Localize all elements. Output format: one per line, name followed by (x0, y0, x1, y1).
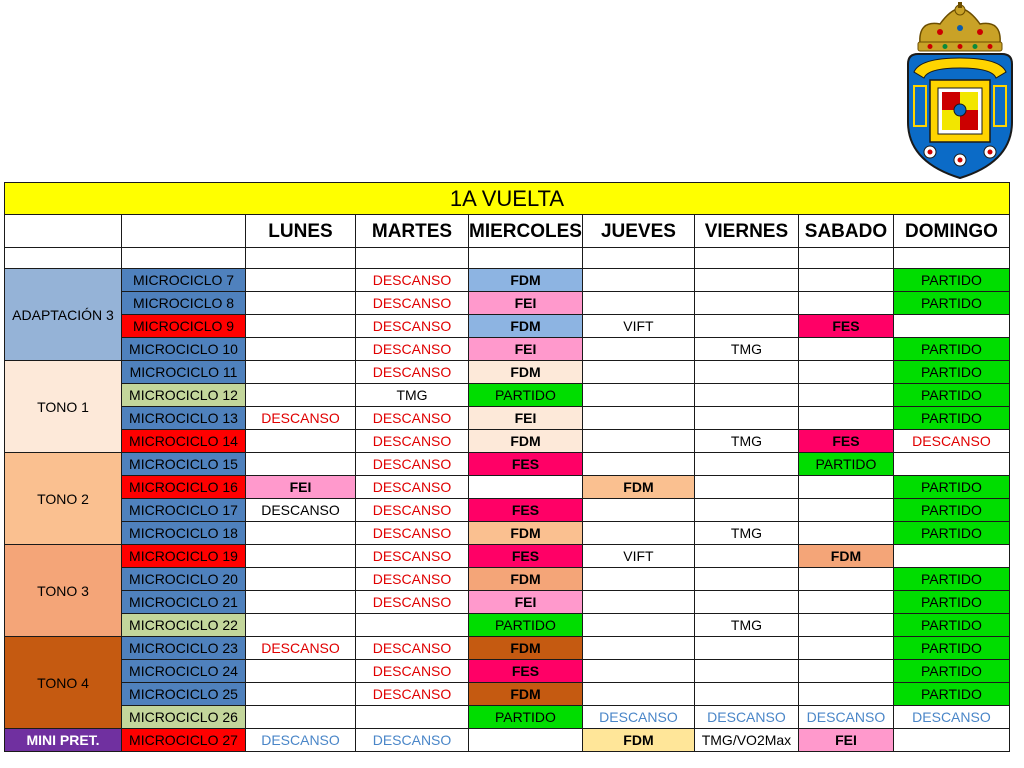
session-cell-lunes (246, 315, 356, 338)
session-cell-miercoles: FEI (469, 591, 583, 614)
microcycle-label: MICROCICLO 16 (122, 476, 246, 499)
microcycle-label: MICROCICLO 21 (122, 591, 246, 614)
session-cell-martes: DESCANSO (356, 729, 469, 752)
session-cell-viernes (694, 499, 798, 522)
table-row (5, 269, 1010, 292)
table-row (5, 453, 1010, 476)
session-cell-jueves (582, 407, 694, 430)
table-row (5, 292, 1010, 315)
table-row (5, 407, 1010, 430)
table-row (5, 637, 1010, 660)
session-cell-miercoles: PARTIDO (469, 706, 583, 729)
session-cell-domingo: PARTIDO (893, 292, 1009, 315)
session-cell-martes: DESCANSO (356, 637, 469, 660)
session-cell-sabado (798, 407, 893, 430)
header-day-viernes: VIERNES (694, 215, 798, 248)
spacer-cell (582, 248, 694, 269)
microcycle-label: MICROCICLO 23 (122, 637, 246, 660)
session-cell-martes (356, 706, 469, 729)
session-cell-jueves (582, 591, 694, 614)
spacer-cell (122, 248, 246, 269)
session-cell-jueves (582, 568, 694, 591)
session-cell-lunes (246, 453, 356, 476)
microcycle-label: MICROCICLO 22 (122, 614, 246, 637)
session-cell-domingo: PARTIDO (893, 361, 1009, 384)
microcycle-label: MICROCICLO 7 (122, 269, 246, 292)
session-cell-miercoles: PARTIDO (469, 384, 583, 407)
session-cell-viernes (694, 407, 798, 430)
table-row (5, 706, 1010, 729)
session-cell-sabado: FES (798, 315, 893, 338)
shield-icon (908, 54, 1012, 178)
session-cell-viernes (694, 476, 798, 499)
session-cell-lunes (246, 361, 356, 384)
microcycle-label: MICROCICLO 9 (122, 315, 246, 338)
session-cell-jueves (582, 637, 694, 660)
table-row (5, 476, 1010, 499)
session-cell-lunes (246, 568, 356, 591)
session-cell-viernes (694, 637, 798, 660)
session-cell-jueves (582, 614, 694, 637)
session-cell-viernes: TMG (694, 430, 798, 453)
session-cell-lunes (246, 430, 356, 453)
session-cell-domingo: PARTIDO (893, 522, 1009, 545)
session-cell-domingo: PARTIDO (893, 476, 1009, 499)
session-cell-miercoles: FDM (469, 568, 583, 591)
session-cell-sabado (798, 292, 893, 315)
session-cell-domingo: PARTIDO (893, 384, 1009, 407)
session-cell-domingo: DESCANSO (893, 706, 1009, 729)
session-cell-domingo (893, 315, 1009, 338)
session-cell-jueves (582, 292, 694, 315)
spacer-cell (246, 248, 356, 269)
session-cell-martes (356, 614, 469, 637)
microcycle-label: MICROCICLO 13 (122, 407, 246, 430)
session-cell-miercoles: FES (469, 453, 583, 476)
microcycle-label: MICROCICLO 14 (122, 430, 246, 453)
session-cell-domingo: PARTIDO (893, 568, 1009, 591)
microcycle-label: MICROCICLO 18 (122, 522, 246, 545)
session-cell-lunes: DESCANSO (246, 407, 356, 430)
microcycle-label: MICROCICLO 26 (122, 706, 246, 729)
session-cell-miercoles: FEI (469, 292, 583, 315)
header-day-martes: MARTES (356, 215, 469, 248)
session-cell-miercoles: FDM (469, 315, 583, 338)
club-crest-logo (900, 2, 1020, 180)
session-cell-miercoles: FES (469, 499, 583, 522)
microcycle-label: MICROCICLO 12 (122, 384, 246, 407)
session-cell-sabado (798, 683, 893, 706)
phase-label: ADAPTACIÓN 3 (5, 269, 122, 361)
session-cell-martes: DESCANSO (356, 591, 469, 614)
session-cell-viernes (694, 545, 798, 568)
table-title: 1A VUELTA (5, 183, 1010, 215)
session-cell-miercoles: PARTIDO (469, 614, 583, 637)
phase-label: TONO 3 (5, 545, 122, 637)
microcycle-label: MICROCICLO 20 (122, 568, 246, 591)
session-cell-lunes (246, 614, 356, 637)
session-cell-viernes: TMG (694, 614, 798, 637)
session-cell-miercoles: FDM (469, 637, 583, 660)
phase-label: TONO 1 (5, 361, 122, 453)
session-cell-martes: DESCANSO (356, 499, 469, 522)
spacer-cell (798, 248, 893, 269)
table-row (5, 338, 1010, 361)
session-cell-sabado (798, 637, 893, 660)
session-cell-lunes (246, 591, 356, 614)
session-cell-jueves: VIFT (582, 545, 694, 568)
session-cell-martes: DESCANSO (356, 568, 469, 591)
session-cell-sabado (798, 568, 893, 591)
session-cell-martes: DESCANSO (356, 361, 469, 384)
session-cell-miercoles: FDM (469, 430, 583, 453)
table-row (5, 361, 1010, 384)
table-row (5, 591, 1010, 614)
session-cell-viernes (694, 315, 798, 338)
session-cell-jueves: FDM (582, 729, 694, 752)
session-cell-sabado: FEI (798, 729, 893, 752)
session-cell-lunes (246, 683, 356, 706)
session-cell-lunes (246, 292, 356, 315)
session-cell-viernes: DESCANSO (694, 706, 798, 729)
session-cell-viernes (694, 453, 798, 476)
table-row (5, 614, 1010, 637)
session-cell-sabado (798, 476, 893, 499)
session-cell-martes: DESCANSO (356, 545, 469, 568)
session-cell-jueves: VIFT (582, 315, 694, 338)
session-cell-miercoles: FDM (469, 269, 583, 292)
spacer-cell (356, 248, 469, 269)
header-day-lunes: LUNES (246, 215, 356, 248)
session-cell-miercoles: FES (469, 545, 583, 568)
microcycle-label: MICROCICLO 8 (122, 292, 246, 315)
session-cell-jueves (582, 683, 694, 706)
session-cell-viernes (694, 591, 798, 614)
session-cell-domingo: PARTIDO (893, 338, 1009, 361)
table-row (5, 522, 1010, 545)
session-cell-sabado: FES (798, 430, 893, 453)
session-cell-jueves (582, 269, 694, 292)
microcycle-label: MICROCICLO 24 (122, 660, 246, 683)
spacer-row (5, 248, 1010, 269)
microcycle-label: MICROCICLO 15 (122, 453, 246, 476)
table-row (5, 660, 1010, 683)
header-row (5, 215, 1010, 248)
crown-icon (918, 2, 1002, 51)
session-cell-miercoles: FEI (469, 338, 583, 361)
session-cell-miercoles (469, 476, 583, 499)
session-cell-sabado (798, 522, 893, 545)
session-cell-sabado (798, 338, 893, 361)
spacer-cell (5, 248, 122, 269)
session-cell-jueves (582, 430, 694, 453)
session-cell-martes: DESCANSO (356, 315, 469, 338)
session-cell-sabado: FDM (798, 545, 893, 568)
microcycle-label: MICROCICLO 19 (122, 545, 246, 568)
session-cell-martes: DESCANSO (356, 660, 469, 683)
session-cell-viernes (694, 292, 798, 315)
session-cell-martes: DESCANSO (356, 476, 469, 499)
session-cell-lunes (246, 706, 356, 729)
session-cell-martes: DESCANSO (356, 338, 469, 361)
table-row (5, 729, 1010, 752)
microcycle-label: MICROCICLO 10 (122, 338, 246, 361)
table-row (5, 384, 1010, 407)
session-cell-lunes (246, 545, 356, 568)
session-cell-sabado (798, 384, 893, 407)
table-row (5, 683, 1010, 706)
table-row (5, 315, 1010, 338)
session-cell-lunes (246, 660, 356, 683)
session-cell-jueves (582, 384, 694, 407)
session-cell-viernes: TMG/VO2Max (694, 729, 798, 752)
session-cell-domingo (893, 545, 1009, 568)
session-cell-jueves (582, 361, 694, 384)
session-cell-sabado (798, 499, 893, 522)
session-cell-viernes (694, 660, 798, 683)
session-cell-lunes (246, 522, 356, 545)
session-cell-domingo (893, 453, 1009, 476)
session-cell-lunes (246, 338, 356, 361)
session-cell-domingo: PARTIDO (893, 269, 1009, 292)
session-cell-domingo: PARTIDO (893, 591, 1009, 614)
microcycle-label: MICROCICLO 11 (122, 361, 246, 384)
session-cell-martes: DESCANSO (356, 683, 469, 706)
session-cell-viernes (694, 361, 798, 384)
session-cell-viernes: TMG (694, 338, 798, 361)
microcycle-label: MICROCICLO 17 (122, 499, 246, 522)
table-row (5, 545, 1010, 568)
session-cell-viernes (694, 683, 798, 706)
session-cell-lunes (246, 269, 356, 292)
spacer-cell (694, 248, 798, 269)
session-cell-lunes: DESCANSO (246, 729, 356, 752)
session-cell-viernes: TMG (694, 522, 798, 545)
spacer-cell (893, 248, 1009, 269)
session-cell-domingo: PARTIDO (893, 499, 1009, 522)
session-cell-domingo: PARTIDO (893, 407, 1009, 430)
session-cell-jueves (582, 338, 694, 361)
session-cell-miercoles: FEI (469, 407, 583, 430)
session-cell-martes: DESCANSO (356, 407, 469, 430)
session-cell-lunes (246, 384, 356, 407)
session-cell-jueves (582, 453, 694, 476)
session-cell-sabado (798, 591, 893, 614)
session-cell-viernes (694, 384, 798, 407)
phase-label: TONO 4 (5, 637, 122, 729)
session-cell-domingo (893, 729, 1009, 752)
session-cell-domingo: PARTIDO (893, 614, 1009, 637)
header-empty-cell (5, 215, 122, 248)
spacer-cell (469, 248, 583, 269)
microcycle-label: MICROCICLO 27 (122, 729, 246, 752)
session-cell-viernes (694, 269, 798, 292)
header-day-jueves: JUEVES (582, 215, 694, 248)
header-day-miercoles: MIERCOLES (469, 215, 583, 248)
session-cell-miercoles (469, 729, 583, 752)
table-row (5, 568, 1010, 591)
session-cell-martes: TMG (356, 384, 469, 407)
session-cell-martes: DESCANSO (356, 430, 469, 453)
session-cell-domingo: DESCANSO (893, 430, 1009, 453)
session-cell-sabado: DESCANSO (798, 706, 893, 729)
session-cell-sabado (798, 269, 893, 292)
session-cell-viernes (694, 568, 798, 591)
title-row (5, 183, 1010, 215)
phase-label: TONO 2 (5, 453, 122, 545)
phase-label: MINI PRET. (5, 729, 122, 752)
session-cell-jueves (582, 522, 694, 545)
session-cell-miercoles: FES (469, 660, 583, 683)
session-cell-martes: DESCANSO (356, 453, 469, 476)
session-cell-jueves: DESCANSO (582, 706, 694, 729)
session-cell-martes: DESCANSO (356, 522, 469, 545)
session-cell-lunes: FEI (246, 476, 356, 499)
header-day-domingo: DOMINGO (893, 215, 1009, 248)
session-cell-sabado (798, 361, 893, 384)
session-cell-domingo: PARTIDO (893, 683, 1009, 706)
microcycle-label: MICROCICLO 25 (122, 683, 246, 706)
session-cell-miercoles: FDM (469, 522, 583, 545)
session-cell-jueves (582, 499, 694, 522)
session-cell-lunes: DESCANSO (246, 499, 356, 522)
header-empty-cell (122, 215, 246, 248)
session-cell-jueves (582, 660, 694, 683)
session-cell-jueves: FDM (582, 476, 694, 499)
session-cell-domingo: PARTIDO (893, 637, 1009, 660)
session-cell-miercoles: FDM (469, 683, 583, 706)
session-cell-sabado (798, 660, 893, 683)
table-row (5, 430, 1010, 453)
session-cell-sabado (798, 614, 893, 637)
session-cell-miercoles: FDM (469, 361, 583, 384)
session-cell-domingo: PARTIDO (893, 660, 1009, 683)
header-day-sabado: SABADO (798, 215, 893, 248)
training-schedule-table (4, 182, 1010, 752)
session-cell-sabado: PARTIDO (798, 453, 893, 476)
session-cell-lunes: DESCANSO (246, 637, 356, 660)
session-cell-martes: DESCANSO (356, 292, 469, 315)
table-row (5, 499, 1010, 522)
session-cell-martes: DESCANSO (356, 269, 469, 292)
